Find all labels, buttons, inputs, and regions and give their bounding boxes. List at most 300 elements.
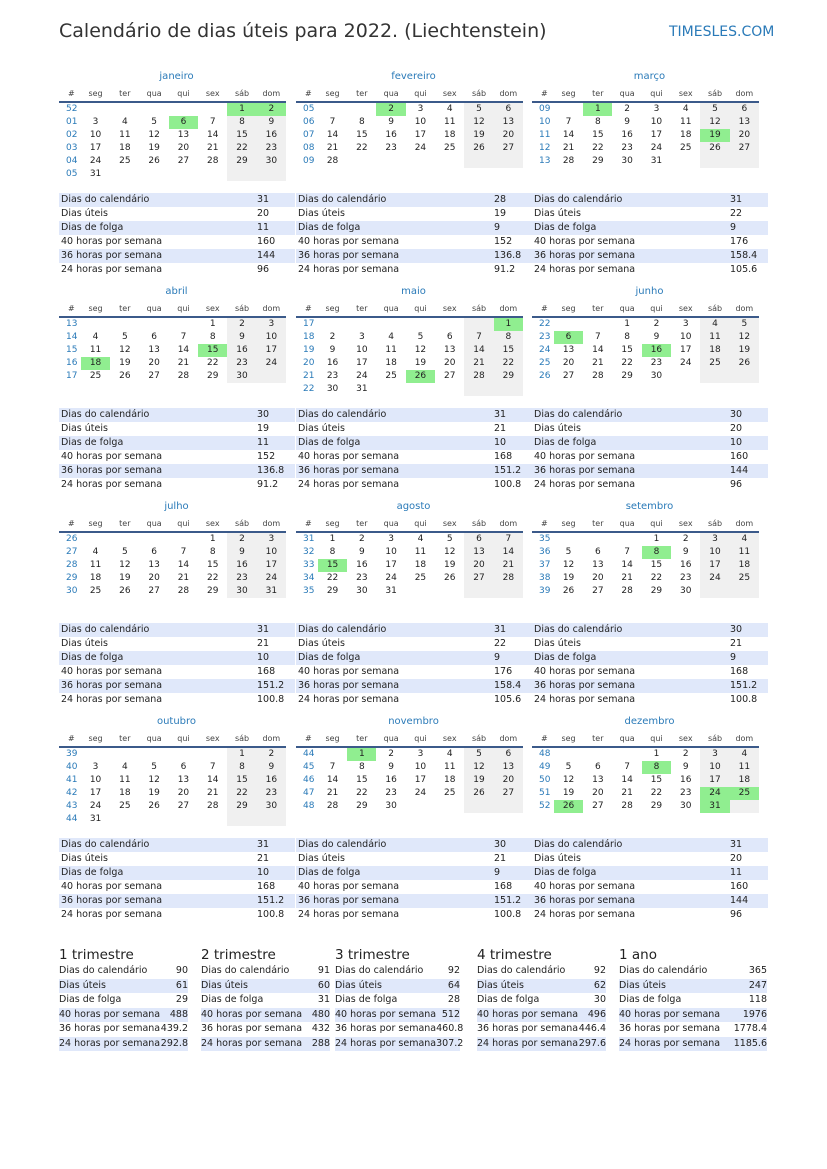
day-cell: 3: [388, 534, 394, 544]
day-cell: 12: [414, 345, 427, 355]
quarter-stat-label: 40 horas por semana: [59, 1008, 161, 1020]
day-cell: 8: [642, 546, 671, 559]
week-number: 13: [66, 319, 78, 329]
day-cell: [139, 318, 168, 331]
day-cell: 28: [464, 370, 493, 383]
weekday-label: ter: [119, 304, 131, 313]
week-number: 45: [303, 762, 315, 772]
day-cell: 6: [554, 331, 583, 344]
quarter-row: [201, 979, 330, 994]
quarter-row: [477, 1037, 606, 1052]
stat-row: [296, 880, 532, 894]
day-cell: 4: [446, 104, 453, 114]
day-cell: [671, 370, 700, 383]
weekday-header: [59, 517, 286, 533]
day-cell: 17: [650, 130, 663, 140]
weekday-label: qui: [177, 304, 190, 313]
day-cell: 10: [680, 332, 692, 342]
stat-label: 40 horas por semana: [298, 236, 400, 247]
day-cell: 21: [207, 143, 219, 153]
day-cell: 6: [594, 547, 601, 557]
day-cell: 25: [444, 788, 456, 798]
day-cell: 1: [227, 103, 256, 116]
week-number: 30: [66, 586, 78, 596]
weekday-label: qua: [383, 89, 399, 98]
day-cell: [494, 585, 523, 598]
stat-value: 176: [730, 236, 749, 247]
day-cell: 10: [89, 775, 102, 785]
day-cell: 11: [730, 761, 759, 774]
stat-row: [532, 235, 768, 249]
day-cell: [583, 748, 612, 761]
day-cell: 28: [326, 156, 339, 166]
day-cell: 2: [227, 533, 256, 546]
day-cell: 30: [227, 370, 256, 383]
weekday-label: ter: [119, 734, 131, 743]
stat-value: 31: [494, 624, 507, 635]
day-cell: 10: [414, 117, 427, 127]
day-cell: 22: [650, 573, 663, 583]
day-cell: 22: [356, 788, 368, 798]
stat-label: Dias do calendário: [61, 624, 150, 635]
day-cell: 20: [177, 143, 190, 153]
stat-value: 9: [730, 652, 737, 663]
stat-label: 24 horas por semana: [61, 479, 163, 490]
week-number: 05: [66, 169, 78, 179]
weekday-label: sáb: [234, 89, 250, 98]
stat-label: Dias úteis: [61, 208, 108, 219]
week-number: 52: [66, 104, 78, 114]
stat-value: 152: [257, 451, 276, 462]
stat-value: 28: [494, 194, 507, 205]
day-cell: 8: [358, 117, 365, 127]
day-cell: 6: [494, 748, 523, 761]
day-cell: 28: [177, 371, 190, 381]
day-cell: 21: [562, 143, 575, 153]
quarter-row: [619, 993, 767, 1008]
day-cell: 17: [700, 559, 729, 572]
day-cell: 1: [494, 318, 523, 331]
day-cell: [464, 155, 493, 168]
month-outubro: [59, 715, 286, 826]
day-cell: 20: [592, 573, 604, 583]
day-cell: 2: [329, 332, 336, 342]
weekday-label: ter: [356, 89, 368, 98]
stat-label: 40 horas por semana: [534, 236, 636, 247]
week-row: [532, 129, 759, 142]
week-row: [296, 142, 523, 155]
day-cell: [227, 813, 256, 826]
day-cell: 9: [358, 547, 365, 557]
weekday-label: dom: [262, 304, 281, 313]
stat-row: [532, 193, 768, 207]
day-cell: [406, 383, 435, 396]
day-cell: 7: [594, 332, 601, 342]
stat-value: 168: [494, 451, 513, 462]
day-cell: 9: [682, 547, 689, 557]
day-cell: 17: [257, 344, 286, 357]
day-cell: [347, 155, 376, 168]
stat-row: [59, 249, 295, 263]
day-cell: 22: [227, 142, 256, 155]
day-cell: 3: [653, 104, 660, 114]
quarter-row: [477, 993, 606, 1008]
stat-label: Dias do calendário: [61, 194, 150, 205]
weekday-label: #: [68, 734, 75, 743]
weekday-label: qua: [146, 304, 162, 313]
weekday-label: #: [541, 734, 548, 743]
day-cell: 18: [444, 775, 456, 785]
week-number: 17: [66, 371, 78, 381]
day-cell: 7: [565, 117, 572, 127]
stat-label: 24 horas por semana: [534, 909, 636, 920]
weekday-label: ter: [356, 304, 368, 313]
stat-row: [532, 408, 768, 422]
week-number: 46: [303, 775, 315, 785]
quarter-stat-value: 28: [447, 994, 460, 1005]
stat-row: [532, 637, 768, 651]
stat-value: 10: [494, 437, 507, 448]
day-cell: 15: [356, 130, 368, 140]
day-cell: 17: [700, 774, 729, 787]
day-cell: 26: [119, 586, 131, 596]
stat-value: 31: [257, 624, 270, 635]
week-number: 17: [303, 319, 315, 329]
day-cell: 28: [207, 156, 219, 166]
day-cell: [376, 155, 405, 168]
weekday-label: qua: [383, 734, 399, 743]
day-cell: [257, 370, 286, 383]
quarter-row: [59, 964, 188, 979]
day-cell: 3: [358, 332, 365, 342]
stat-label: 36 horas por semana: [61, 465, 163, 476]
week-number: 26: [66, 534, 78, 544]
stat-row: [59, 422, 295, 436]
page-title: Calendário de dias úteis para 2022. (Liechtenstein): [59, 20, 547, 42]
day-cell: 10: [650, 117, 663, 127]
month-stats-outubro: [59, 838, 295, 922]
day-cell: [554, 748, 583, 761]
day-cell: 4: [92, 332, 99, 342]
day-cell: [257, 168, 286, 181]
quarter-stat-label: Dias úteis: [477, 979, 524, 991]
week-number: 16: [66, 358, 78, 368]
stat-value: 31: [257, 839, 270, 850]
month-stats-agosto: [296, 623, 532, 707]
week-row: [296, 155, 523, 168]
stat-value: 151.2: [257, 895, 285, 906]
stat-row: [296, 235, 532, 249]
day-cell: 2: [257, 748, 286, 761]
weekday-label: #: [541, 519, 548, 528]
day-cell: 11: [730, 546, 759, 559]
day-cell: 5: [446, 534, 453, 544]
day-cell: [435, 155, 464, 168]
week-number: 31: [303, 534, 315, 544]
day-cell: 14: [207, 130, 219, 140]
stat-value: 136.8: [494, 250, 522, 261]
weekday-label: #: [305, 89, 312, 98]
stat-label: Dias úteis: [534, 208, 581, 219]
stat-label: Dias de folga: [534, 437, 597, 448]
week-row: [59, 800, 286, 813]
stat-row: [59, 894, 295, 908]
month-stats-dezembro: [532, 838, 768, 922]
day-cell: 12: [562, 560, 575, 570]
weekday-label: qui: [177, 734, 190, 743]
quarter-stat-label: 36 horas por semana: [619, 1023, 721, 1034]
day-cell: 24: [414, 788, 427, 798]
day-cell: 30: [680, 586, 692, 596]
week-row: [59, 572, 286, 585]
day-cell: 17: [356, 358, 368, 368]
day-cell: [700, 585, 729, 598]
stat-row: [59, 478, 295, 492]
day-cell: [81, 533, 110, 546]
week-number: 09: [539, 104, 551, 114]
day-cell: 30: [356, 586, 368, 596]
day-cell: 1: [209, 534, 216, 544]
day-cell: 17: [680, 345, 692, 355]
day-cell: 10: [257, 546, 286, 559]
weekday-label: qui: [177, 519, 190, 528]
day-cell: 24: [680, 358, 692, 368]
day-cell: 16: [227, 344, 256, 357]
week-row: [532, 546, 759, 559]
day-cell: 8: [494, 331, 523, 344]
day-cell: 18: [680, 130, 692, 140]
stat-value: 31: [730, 194, 743, 205]
week-row: [532, 370, 759, 383]
weekday-label: #: [68, 519, 75, 528]
day-cell: [730, 800, 759, 813]
day-cell: 31: [650, 156, 663, 166]
quarter-stat-label: 24 horas por semana: [201, 1037, 303, 1049]
day-cell: 25: [700, 357, 729, 370]
stat-label: 40 horas por semana: [298, 881, 400, 892]
day-cell: 7: [180, 547, 187, 557]
day-cell: 26: [700, 142, 729, 155]
week-row: [296, 129, 523, 142]
day-cell: 19: [700, 129, 729, 142]
day-cell: 29: [621, 371, 633, 381]
day-cell: 30: [650, 371, 663, 381]
day-cell: 19: [562, 788, 575, 798]
stat-value: 100.8: [730, 694, 758, 705]
stat-row: [532, 852, 768, 866]
weekday-label: #: [68, 89, 75, 98]
day-cell: 25: [119, 156, 131, 166]
stat-value: 160: [257, 236, 276, 247]
day-cell: 30: [257, 155, 286, 168]
stat-value: 9: [730, 222, 737, 233]
day-cell: 14: [464, 344, 493, 357]
quarter-row: [477, 1008, 606, 1023]
stat-value: 151.2: [494, 465, 522, 476]
quarter-block: [477, 946, 606, 1051]
day-cell: 12: [562, 775, 575, 785]
week-row: [59, 813, 286, 826]
stat-row: [532, 478, 768, 492]
day-cell: 7: [180, 332, 187, 342]
day-cell: 3: [92, 762, 99, 772]
week-row: [296, 344, 523, 357]
day-cell: 11: [680, 117, 692, 127]
day-cell: 25: [730, 787, 759, 800]
weekday-label: sex: [678, 734, 693, 743]
stat-label: Dias úteis: [298, 423, 345, 434]
day-cell: 1: [624, 319, 630, 329]
brand-link[interactable]: TIMESLES.COM: [669, 24, 775, 40]
day-cell: 29: [494, 370, 523, 383]
day-cell: 21: [207, 788, 219, 798]
week-number: 23: [539, 332, 551, 342]
day-cell: [494, 800, 523, 813]
day-cell: 7: [624, 762, 630, 772]
day-cell: 22: [326, 573, 339, 583]
day-cell: 28: [562, 156, 575, 166]
day-cell: 20: [730, 129, 759, 142]
stat-row: [59, 693, 295, 707]
day-cell: 26: [406, 370, 435, 383]
week-row: [59, 103, 286, 116]
day-cell: 21: [592, 358, 604, 368]
stat-row: [532, 249, 768, 263]
day-cell: [406, 800, 435, 813]
stat-row: [296, 436, 532, 450]
week-number: 01: [66, 117, 78, 127]
weekday-label: ter: [356, 519, 368, 528]
day-cell: 30: [227, 585, 256, 598]
day-cell: [435, 318, 464, 331]
stat-value: 151.2: [730, 680, 758, 691]
day-cell: 14: [326, 130, 339, 140]
stat-value: 160: [730, 451, 749, 462]
day-cell: 8: [227, 761, 256, 774]
month-maio: [296, 285, 523, 396]
week-number: 39: [66, 749, 78, 759]
week-row: [296, 748, 523, 761]
day-cell: 27: [494, 142, 523, 155]
stat-value: 91.2: [494, 264, 516, 275]
day-cell: 8: [209, 332, 216, 342]
stat-label: Dias úteis: [61, 853, 108, 864]
day-cell: [671, 155, 700, 168]
week-number: 04: [66, 156, 78, 166]
week-row: [296, 774, 523, 787]
week-row: [59, 748, 286, 761]
day-cell: 22: [650, 788, 663, 798]
stat-value: 176: [494, 666, 513, 677]
stat-label: 40 horas por semana: [61, 236, 163, 247]
stat-row: [296, 894, 532, 908]
day-cell: 28: [592, 371, 604, 381]
stat-label: 40 horas por semana: [534, 666, 636, 677]
week-row: [59, 155, 286, 168]
day-cell: 17: [89, 788, 102, 798]
day-cell: [110, 533, 139, 546]
day-cell: 14: [207, 775, 219, 785]
day-cell: 7: [464, 331, 493, 344]
stat-row: [59, 838, 295, 852]
stat-value: 20: [730, 423, 743, 434]
weekday-label: seg: [325, 304, 340, 313]
day-cell: 3: [417, 749, 424, 759]
stat-row: [59, 866, 295, 880]
quarter-row: [619, 979, 767, 994]
day-cell: [554, 103, 583, 116]
stat-value: 100.8: [494, 909, 522, 920]
stat-value: 168: [494, 881, 513, 892]
stat-row: [532, 679, 768, 693]
day-cell: [376, 318, 405, 331]
day-cell: 24: [356, 371, 368, 381]
day-cell: 10: [385, 547, 397, 557]
stat-label: Dias de folga: [298, 867, 361, 878]
week-row: [59, 357, 286, 370]
day-cell: 28: [207, 801, 219, 811]
day-cell: 16: [385, 130, 397, 140]
stat-label: 36 horas por semana: [61, 250, 163, 261]
day-cell: 29: [356, 801, 368, 811]
day-cell: 6: [446, 332, 453, 342]
weekday-label: sáb: [471, 89, 487, 98]
day-cell: 18: [444, 130, 456, 140]
stat-label: 24 horas por semana: [298, 264, 400, 275]
day-cell: 10: [414, 762, 427, 772]
day-cell: 9: [624, 117, 630, 127]
week-row: [532, 533, 759, 546]
day-cell: 21: [326, 143, 339, 153]
stat-label: 24 horas por semana: [298, 479, 400, 490]
quarter-row: [477, 1022, 606, 1037]
day-cell: 3: [700, 533, 729, 546]
day-cell: 25: [444, 143, 456, 153]
weekday-label: qua: [619, 519, 635, 528]
day-cell: 11: [385, 345, 397, 355]
stat-row: [532, 464, 768, 478]
day-cell: 26: [464, 142, 493, 155]
week-number: 44: [303, 749, 315, 759]
weekday-label: ter: [592, 304, 604, 313]
weekday-header: [532, 732, 759, 748]
quarter-stat-label: 40 horas por semana: [619, 1008, 721, 1020]
month-dezembro: [532, 715, 759, 813]
stat-row: [296, 838, 532, 852]
day-cell: 20: [592, 788, 604, 798]
stat-value: 21: [494, 853, 507, 864]
stat-row: [59, 679, 295, 693]
day-cell: 8: [624, 332, 630, 342]
day-cell: 29: [326, 586, 339, 596]
weekday-label: #: [68, 304, 75, 313]
quarter-stat-label: 36 horas por semana: [335, 1023, 437, 1034]
day-cell: [110, 813, 139, 826]
stat-row: [532, 623, 768, 637]
day-cell: 30: [621, 156, 633, 166]
day-cell: 19: [148, 143, 160, 153]
stat-label: 36 horas por semana: [61, 680, 163, 691]
day-cell: 12: [119, 345, 131, 355]
stat-label: Dias de folga: [61, 437, 124, 448]
stat-value: 20: [257, 208, 270, 219]
day-cell: 15: [207, 560, 219, 570]
day-cell: 5: [565, 762, 572, 772]
weekday-label: seg: [561, 519, 576, 528]
weekday-label: qui: [414, 519, 427, 528]
weekday-label: #: [541, 89, 548, 98]
day-cell: 18: [119, 788, 131, 798]
